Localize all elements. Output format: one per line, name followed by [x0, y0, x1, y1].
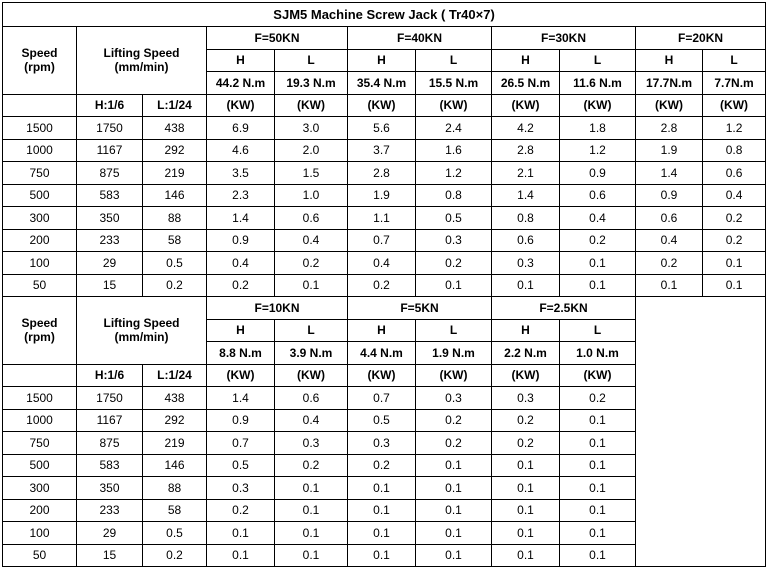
power-value: 0.2 — [207, 274, 275, 297]
ratio-h: H:1/6 — [77, 94, 143, 117]
l-header: L — [560, 49, 636, 72]
lifting-value: 875 — [77, 432, 143, 455]
speed-header — [3, 297, 77, 365]
power-value: 3.0 — [275, 117, 348, 140]
power-value: 1.2 — [416, 162, 492, 185]
power-value: 0.2 — [636, 252, 703, 275]
power-value: 0.2 — [492, 409, 560, 432]
power-value: 0.3 — [348, 432, 416, 455]
power-value: 0.6 — [636, 207, 703, 230]
power-value: 0.1 — [275, 522, 348, 545]
power-value: 1.9 — [636, 139, 703, 162]
lifting-value: 58 — [143, 499, 207, 522]
power-value: 6.9 — [207, 117, 275, 140]
h-header: H — [207, 49, 275, 72]
power-value: 0.5 — [348, 409, 416, 432]
power-value: 0.7 — [348, 387, 416, 410]
kw-unit: (KW) — [275, 364, 348, 387]
power-value: 0.1 — [275, 274, 348, 297]
power-value: 0.3 — [416, 229, 492, 252]
speed-value: 300 — [3, 207, 77, 230]
power-value: 0.1 — [207, 522, 275, 545]
speed-value: 1000 — [3, 409, 77, 432]
lifting-value: 88 — [143, 207, 207, 230]
data-row — [3, 139, 766, 162]
power-value: 0.6 — [560, 184, 636, 207]
power-value: 0.1 — [492, 499, 560, 522]
power-value: 3.7 — [348, 139, 416, 162]
force-header: F=10KN — [207, 297, 348, 320]
speed-value: 750 — [3, 432, 77, 455]
power-value: 0.1 — [416, 477, 492, 500]
power-value: 2.1 — [492, 162, 560, 185]
lifting-value: 146 — [143, 454, 207, 477]
power-value: 2.3 — [207, 184, 275, 207]
empty-cell — [3, 94, 77, 117]
power-value: 1.9 — [348, 184, 416, 207]
power-value: 0.8 — [703, 139, 766, 162]
speed-value: 100 — [3, 522, 77, 545]
data-row — [3, 162, 766, 185]
power-value: 0.1 — [636, 274, 703, 297]
power-value: 0.4 — [636, 229, 703, 252]
lifting-value: 0.2 — [143, 544, 207, 567]
force-header: F=2.5KN — [492, 297, 636, 320]
power-value: 0.2 — [416, 432, 492, 455]
lifting-value: 438 — [143, 117, 207, 140]
speed-value: 200 — [3, 229, 77, 252]
torque-l: 15.5 N.m — [416, 72, 492, 95]
screw-jack-power-table — [2, 2, 766, 567]
speed-value: 1500 — [3, 387, 77, 410]
lifting-unit: (mm/min) — [114, 330, 169, 345]
power-value: 0.1 — [560, 274, 636, 297]
power-value: 0.1 — [348, 499, 416, 522]
speed-header — [3, 27, 77, 95]
torque-h: 26.5 N.m — [492, 72, 560, 95]
power-value: 0.1 — [703, 274, 766, 297]
power-value: 0.1 — [560, 252, 636, 275]
power-value: 0.6 — [703, 162, 766, 185]
lifting-label: Lifting Speed — [103, 46, 180, 61]
power-value: 0.1 — [492, 274, 560, 297]
torque-h: 8.8 N.m — [207, 342, 275, 365]
speed-value: 1500 — [3, 117, 77, 140]
header-row-units — [3, 94, 766, 117]
power-value: 0.1 — [492, 477, 560, 500]
torque-h: 4.4 N.m — [348, 342, 416, 365]
speed-value: 750 — [3, 162, 77, 185]
power-value: 0.1 — [560, 522, 636, 545]
lifting-value: 583 — [77, 184, 143, 207]
power-value: 1.8 — [560, 117, 636, 140]
speed-value: 100 — [3, 252, 77, 275]
power-value: 0.9 — [207, 229, 275, 252]
header-row-force — [3, 297, 766, 320]
ratio-h: H:1/6 — [77, 364, 143, 387]
power-value: 0.1 — [416, 499, 492, 522]
power-value: 0.3 — [416, 387, 492, 410]
kw-unit: (KW) — [560, 364, 636, 387]
lifting-label: Lifting Speed — [103, 316, 180, 331]
kw-unit: (KW) — [492, 364, 560, 387]
data-row — [3, 184, 766, 207]
screw-jack-document — [2, 2, 765, 567]
lifting-value: 1167 — [77, 409, 143, 432]
kw-unit: (KW) — [348, 94, 416, 117]
l-header: L — [416, 49, 492, 72]
lifting-value: 0.2 — [143, 274, 207, 297]
data-row — [3, 117, 766, 140]
power-value: 0.6 — [492, 229, 560, 252]
l-header: L — [275, 49, 348, 72]
data-row — [3, 274, 766, 297]
power-value: 0.3 — [492, 387, 560, 410]
power-value: 2.8 — [492, 139, 560, 162]
torque-l: 11.6 N.m — [560, 72, 636, 95]
speed-value: 500 — [3, 184, 77, 207]
empty-cell — [636, 297, 766, 567]
power-value: 4.6 — [207, 139, 275, 162]
power-value: 0.2 — [416, 409, 492, 432]
h-header: H — [348, 49, 416, 72]
kw-unit: (KW) — [560, 94, 636, 117]
torque-l: 1.9 N.m — [416, 342, 492, 365]
data-row — [3, 252, 766, 275]
power-value: 0.1 — [416, 274, 492, 297]
power-value: 0.6 — [275, 207, 348, 230]
power-value: 0.2 — [560, 387, 636, 410]
l-header: L — [275, 319, 348, 342]
power-value: 2.4 — [416, 117, 492, 140]
speed-unit: (rpm) — [24, 330, 55, 345]
power-value: 0.1 — [560, 454, 636, 477]
power-value: 0.8 — [492, 207, 560, 230]
lifting-value: 875 — [77, 162, 143, 185]
power-value: 0.1 — [275, 544, 348, 567]
power-value: 1.4 — [207, 207, 275, 230]
power-value: 0.2 — [703, 229, 766, 252]
h-header: H — [492, 49, 560, 72]
power-value: 0.2 — [416, 252, 492, 275]
lifting-value: 1750 — [77, 387, 143, 410]
kw-unit: (KW) — [348, 364, 416, 387]
speed-label: Speed — [21, 316, 58, 331]
empty-cell — [3, 364, 77, 387]
power-value: 0.6 — [275, 387, 348, 410]
power-value: 1.0 — [275, 184, 348, 207]
power-value: 0.1 — [492, 522, 560, 545]
lifting-value: 292 — [143, 139, 207, 162]
data-row — [3, 207, 766, 230]
lifting-value: 438 — [143, 387, 207, 410]
power-value: 0.7 — [348, 229, 416, 252]
kw-unit: (KW) — [416, 364, 492, 387]
power-value: 1.4 — [492, 184, 560, 207]
lifting-speed-header — [77, 297, 207, 365]
power-value: 1.2 — [560, 139, 636, 162]
power-value: 1.4 — [636, 162, 703, 185]
h-header: H — [207, 319, 275, 342]
power-value: 0.2 — [492, 432, 560, 455]
power-value: 0.3 — [275, 432, 348, 455]
speed-value: 500 — [3, 454, 77, 477]
speed-value: 50 — [3, 274, 77, 297]
l-header: L — [416, 319, 492, 342]
power-value: 0.9 — [636, 184, 703, 207]
power-value: 0.7 — [207, 432, 275, 455]
lifting-value: 0.5 — [143, 252, 207, 275]
power-value: 0.1 — [275, 477, 348, 500]
lifting-value: 15 — [77, 544, 143, 567]
power-value: 0.4 — [348, 252, 416, 275]
torque-l: 1.0 N.m — [560, 342, 636, 365]
power-value: 0.1 — [703, 252, 766, 275]
speed-label: Speed — [21, 46, 58, 61]
h-header: H — [348, 319, 416, 342]
power-value: 0.1 — [560, 432, 636, 455]
power-value: 2.0 — [275, 139, 348, 162]
power-value: 0.9 — [560, 162, 636, 185]
power-value: 0.5 — [207, 454, 275, 477]
kw-unit: (KW) — [207, 364, 275, 387]
kw-unit: (KW) — [275, 94, 348, 117]
power-value: 1.6 — [416, 139, 492, 162]
power-value: 0.2 — [560, 229, 636, 252]
h-header: H — [636, 49, 703, 72]
l-header: L — [560, 319, 636, 342]
power-value: 0.3 — [492, 252, 560, 275]
lifting-value: 29 — [77, 252, 143, 275]
h-header: H — [492, 319, 560, 342]
power-value: 0.5 — [416, 207, 492, 230]
power-value: 0.2 — [703, 207, 766, 230]
power-value: 1.5 — [275, 162, 348, 185]
torque-h: 44.2 N.m — [207, 72, 275, 95]
power-value: 0.1 — [207, 544, 275, 567]
kw-unit: (KW) — [636, 94, 703, 117]
lifting-value: 233 — [77, 229, 143, 252]
ratio-l: L:1/24 — [143, 94, 207, 117]
speed-value: 1000 — [3, 139, 77, 162]
power-value: 4.2 — [492, 117, 560, 140]
power-value: 0.4 — [703, 184, 766, 207]
kw-unit: (KW) — [703, 94, 766, 117]
lifting-value: 583 — [77, 454, 143, 477]
torque-h: 35.4 N.m — [348, 72, 416, 95]
speed-value: 200 — [3, 499, 77, 522]
lifting-value: 350 — [77, 477, 143, 500]
lifting-value: 0.5 — [143, 522, 207, 545]
power-value: 0.1 — [275, 499, 348, 522]
header-row-force — [3, 27, 766, 50]
power-value: 0.2 — [348, 454, 416, 477]
lifting-value: 350 — [77, 207, 143, 230]
ratio-l: L:1/24 — [143, 364, 207, 387]
torque-h: 17.7N.m — [636, 72, 703, 95]
power-value: 1.4 — [207, 387, 275, 410]
power-value: 2.8 — [636, 117, 703, 140]
power-value: 0.1 — [416, 454, 492, 477]
power-value: 0.1 — [492, 454, 560, 477]
lifting-value: 1167 — [77, 139, 143, 162]
force-header: F=40KN — [348, 27, 492, 50]
force-header: F=30KN — [492, 27, 636, 50]
power-value: 0.1 — [560, 477, 636, 500]
power-value: 0.1 — [416, 522, 492, 545]
power-value: 0.2 — [275, 252, 348, 275]
torque-l: 19.3 N.m — [275, 72, 348, 95]
table-title: SJM5 Machine Screw Jack ( Tr40×7) — [3, 3, 766, 27]
force-header: F=5KN — [348, 297, 492, 320]
power-value: 0.1 — [348, 544, 416, 567]
power-value: 0.2 — [275, 454, 348, 477]
lifting-value: 15 — [77, 274, 143, 297]
kw-unit: (KW) — [416, 94, 492, 117]
power-value: 0.4 — [207, 252, 275, 275]
lifting-speed-header — [77, 27, 207, 95]
lifting-value: 29 — [77, 522, 143, 545]
speed-value: 300 — [3, 477, 77, 500]
l-header: L — [703, 49, 766, 72]
power-value: 5.6 — [348, 117, 416, 140]
power-value: 0.1 — [560, 544, 636, 567]
power-value: 0.1 — [348, 477, 416, 500]
speed-value: 50 — [3, 544, 77, 567]
lifting-value: 146 — [143, 184, 207, 207]
power-value: 0.8 — [416, 184, 492, 207]
speed-unit: (rpm) — [24, 60, 55, 75]
kw-unit: (KW) — [207, 94, 275, 117]
power-value: 0.9 — [207, 409, 275, 432]
power-value: 1.2 — [703, 117, 766, 140]
power-value: 0.3 — [207, 477, 275, 500]
force-header: F=50KN — [207, 27, 348, 50]
power-value: 0.1 — [416, 544, 492, 567]
torque-l: 3.9 N.m — [275, 342, 348, 365]
lifting-value: 219 — [143, 432, 207, 455]
power-value: 0.4 — [275, 229, 348, 252]
lifting-value: 292 — [143, 409, 207, 432]
power-value: 0.1 — [560, 499, 636, 522]
data-row — [3, 229, 766, 252]
power-value: 0.4 — [275, 409, 348, 432]
lifting-value: 233 — [77, 499, 143, 522]
power-value: 0.4 — [560, 207, 636, 230]
torque-h: 2.2 N.m — [492, 342, 560, 365]
power-value: 0.1 — [492, 544, 560, 567]
lifting-unit: (mm/min) — [114, 60, 169, 75]
kw-unit: (KW) — [492, 94, 560, 117]
power-value: 0.2 — [207, 499, 275, 522]
lifting-value: 1750 — [77, 117, 143, 140]
power-value: 0.1 — [348, 522, 416, 545]
power-value: 0.2 — [348, 274, 416, 297]
force-header: F=20KN — [636, 27, 766, 50]
power-value: 2.8 — [348, 162, 416, 185]
lifting-value: 88 — [143, 477, 207, 500]
power-value: 1.1 — [348, 207, 416, 230]
lifting-value: 58 — [143, 229, 207, 252]
lifting-value: 219 — [143, 162, 207, 185]
torque-l: 7.7N.m — [703, 72, 766, 95]
power-value: 0.1 — [560, 409, 636, 432]
power-value: 3.5 — [207, 162, 275, 185]
